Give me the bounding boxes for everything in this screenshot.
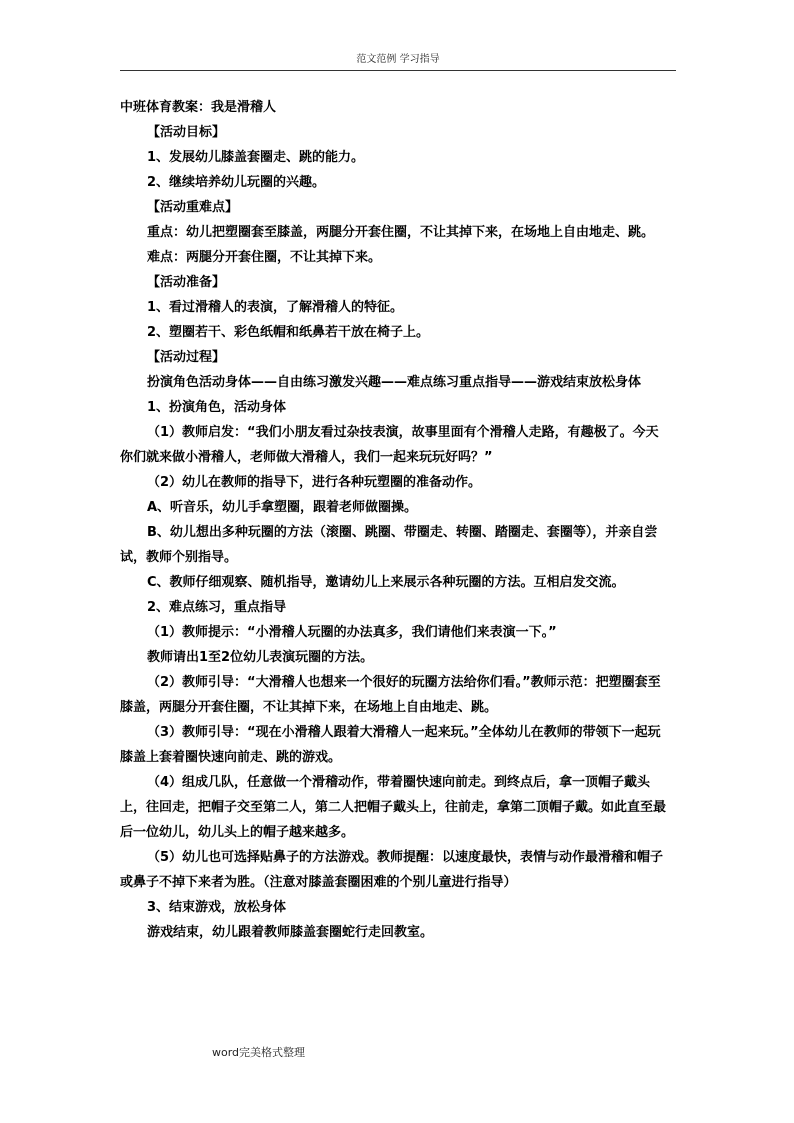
section-heading-goals: 【活动目标】 — [147, 125, 226, 140]
document-title: 中班体育教案：我是滑稽人 — [120, 100, 277, 115]
paragraph: （5）幼儿也可选择贴鼻子的方法游戏。教师提醒：以速度最快，表情与动作最滑稽和帽子或鼻子不掉下来者为胜。（注意对膝盖套圈困难的个别儿童进行指导） — [120, 850, 664, 890]
goal-item: 2、继续培养幼儿玩圈的兴趣。 — [147, 175, 326, 190]
paragraph: C、教师仔细观察、随机指导，邀请幼儿上来展示各种玩圈的方法。互相启发交流。 — [147, 575, 625, 590]
paragraph: 教师请出1至2位幼儿表演玩圈的方法。 — [147, 650, 374, 665]
page-footer: word完美格式整理 — [212, 1046, 306, 1059]
paragraph: 难点：两腿分开套住圈，不让其掉下来。 — [147, 250, 382, 265]
step-heading: 3、结束游戏，放松身体 — [147, 900, 287, 915]
paragraph: 扮演角色活动身体——自由练习激发兴趣——难点练习重点指导——游戏结束放松身体 — [147, 375, 642, 390]
section-heading-process: 【活动过程】 — [147, 350, 226, 365]
paragraph: （3）教师引导：“现在小滑稽人跟着大滑稽人一起来玩。”全体幼儿在教师的带领下一起玩膝盖上套着圈快速向前走、跳的游戏。 — [120, 725, 661, 765]
section-heading-key-points: 【活动重难点】 — [147, 200, 239, 215]
paragraph: 重点：幼儿把塑圈套至膝盖，两腿分开套住圈，不让其掉下来，在场地上自由地走、跳。 — [147, 225, 655, 240]
paragraph: （2）幼儿在教师的指导下，进行各种玩塑圈的准备动作。 — [147, 475, 482, 490]
goal-item: 1、发展幼儿膝盖套圈走、跳的能力。 — [147, 150, 365, 165]
section-heading-preparation: 【活动准备】 — [147, 275, 226, 290]
paragraph: 游戏结束，幼儿跟着教师膝盖套圈蛇行走回教室。 — [147, 925, 434, 940]
paragraph: 1、看过滑稽人的表演，了解滑稽人的特征。 — [147, 300, 404, 315]
paragraph: A、听音乐，幼儿手拿塑圈，跟着老师做圈操。 — [147, 500, 418, 515]
paragraph: 2、塑圈若干、彩色纸帽和纸鼻若干放在椅子上。 — [147, 325, 430, 340]
paragraph: （1）教师提示：“小滑稽人玩圈的办法真多，我们请他们来表演一下。” — [147, 625, 557, 640]
header-rule — [120, 70, 676, 71]
step-heading: 2、难点练习，重点指导 — [147, 600, 287, 615]
paragraph: （4）组成几队，任意做一个滑稽动作，带着圈快速向前走。到终点后，拿一顶帽子戴头上，往回走，把帽子交至第二人，第二人把帽子戴头上，往前走，拿第二顶帽子戴。如此直至最后一位幼儿，幼儿头上的帽子越来越多。 — [120, 775, 667, 840]
paragraph: （1）教师启发：“我们小朋友看过杂技表演，故事里面有个滑稽人走路，有趣极了。今天你们就来做小滑稽人，老师做大滑稽人，我们一起来玩玩好吗？” — [120, 425, 659, 465]
page-header: 范文范例 学习指导 — [356, 54, 440, 65]
document-body — [120, 95, 668, 945]
paragraph: B、幼儿想出多种玩圈的方法（滚圈、跳圈、带圈走、转圈、踏圈走、套圈等），并亲自尝试，教师个别指导。 — [120, 525, 658, 565]
paragraph: （2）教师引导：“大滑稽人也想来一个很好的玩圈方法给你们看。”教师示范：把塑圈套至膝盖，两腿分开套住圈，不让其掉下来，在场地上自由地走、跳。 — [120, 675, 661, 715]
step-heading: 1、扮演角色，活动身体 — [147, 400, 287, 415]
